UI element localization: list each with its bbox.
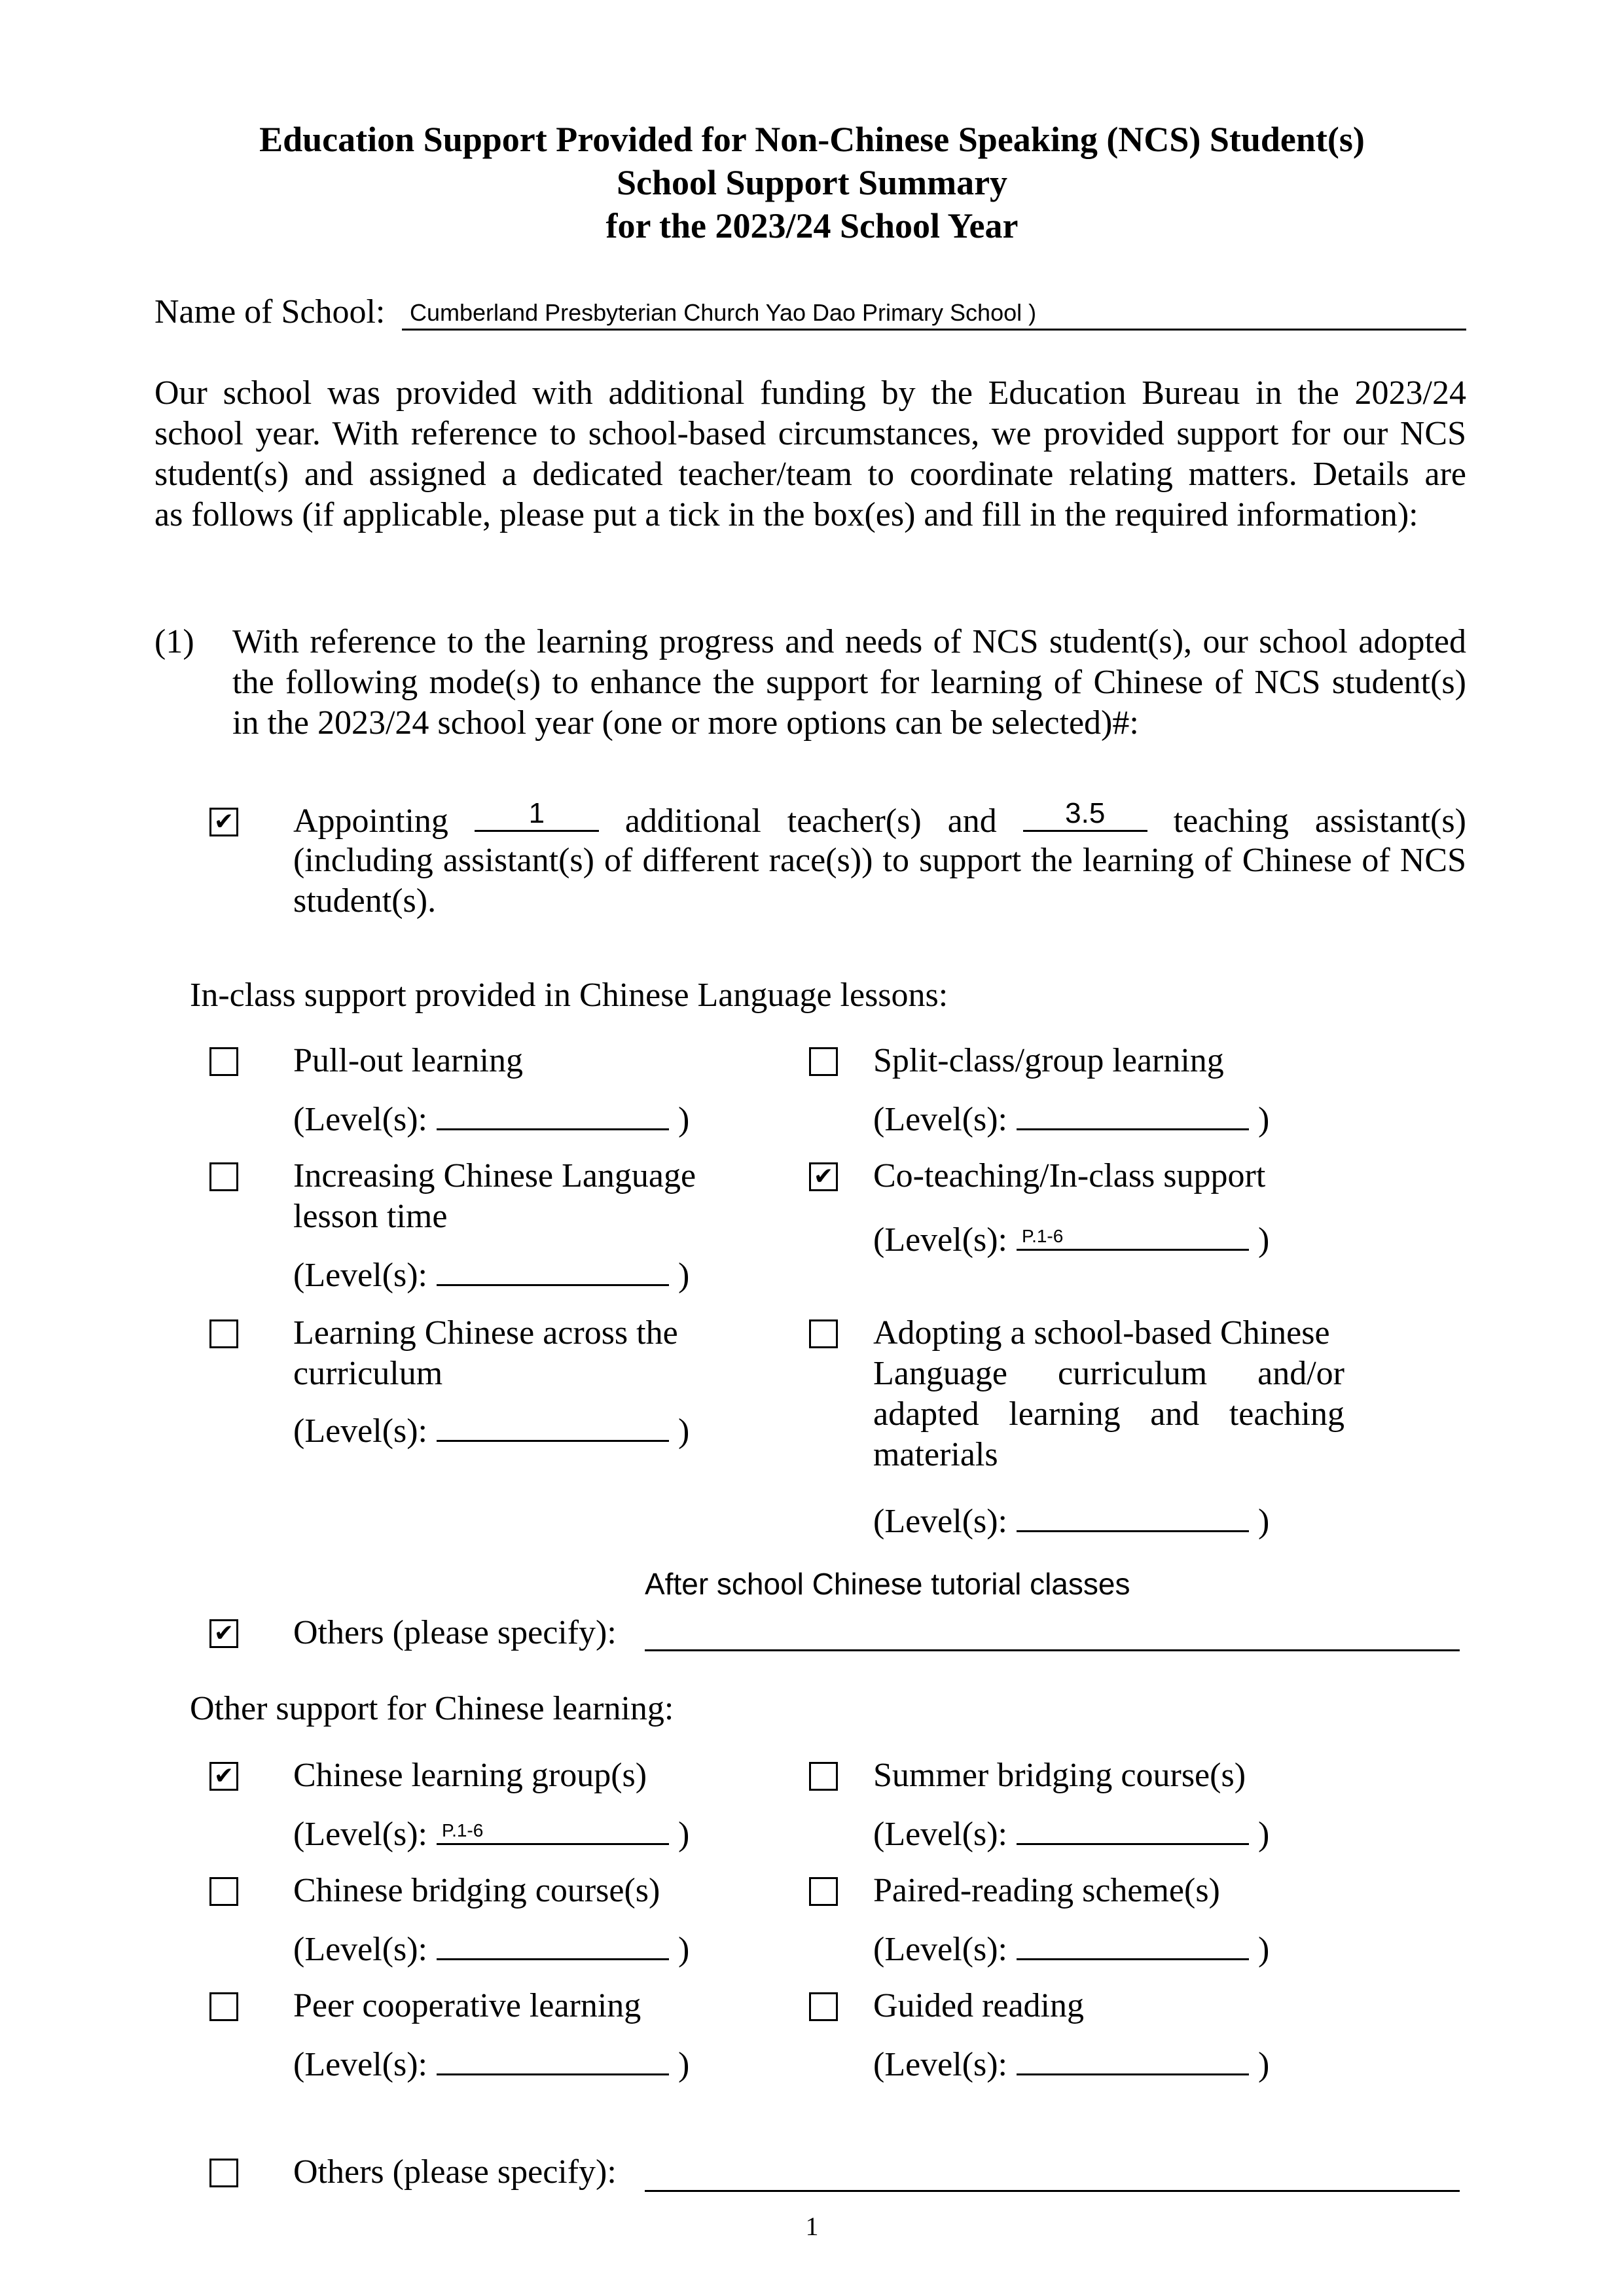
level-close: )	[678, 1412, 690, 1450]
bridging-level	[293, 1928, 689, 1970]
level-close: )	[1258, 1816, 1270, 1853]
paired-label: Paired-reading scheme(s)	[873, 1872, 1220, 1909]
school-name-field[interactable]	[402, 296, 1466, 331]
level-label: (Level(s):	[873, 1816, 1008, 1853]
adopting-checkbox[interactable]	[809, 1319, 838, 1348]
increasing-label-line: lesson time	[293, 1198, 448, 1235]
othersupport-others-field[interactable]	[645, 2159, 1460, 2192]
appointing-word: teaching	[1173, 802, 1289, 840]
pullout-level-field[interactable]	[437, 1098, 669, 1130]
title-line-1: Education Support Provided for Non-Chinese Speaking (NCS) Student(s)	[259, 120, 1365, 159]
page-number: 1	[805, 2212, 819, 2241]
increasing-label-line: Increasing Chinese Language	[293, 1157, 696, 1194]
adopting-label-line	[873, 1394, 1344, 1435]
appointing-word: assistant(s)	[1314, 802, 1466, 840]
adopting-word: Language	[873, 1355, 1008, 1392]
level-label: (Level(s):	[293, 1101, 428, 1138]
split-level-field[interactable]	[1017, 1098, 1249, 1130]
paired-level	[873, 1928, 1269, 1970]
teachers-count-field[interactable]	[475, 797, 599, 832]
group-level-field[interactable]	[437, 1813, 669, 1845]
level-close: )	[1258, 1221, 1270, 1259]
appointing-word: and	[947, 802, 997, 840]
increasing-level	[293, 1254, 689, 1296]
intro-line: student(s) and assigned a dedicated teacher/team to coordinate relating matters. Details are	[154, 456, 1466, 493]
guided-checkbox[interactable]	[809, 1992, 838, 2021]
across-level-field[interactable]	[437, 1410, 669, 1442]
level-close: )	[678, 1101, 690, 1138]
section1-paragraph	[232, 622, 1466, 744]
increasing-label	[293, 1156, 696, 1237]
title-line-3: for the 2023/24 School Year	[605, 206, 1019, 245]
split-label: Split-class/group learning	[873, 1042, 1224, 1079]
adopting-label-line	[873, 1313, 1344, 1354]
across-label	[293, 1313, 678, 1394]
level-label: (Level(s):	[293, 1412, 428, 1450]
adopting-level	[873, 1500, 1269, 1542]
level-label: (Level(s):	[873, 1931, 1008, 1968]
guided-label: Guided reading	[873, 1987, 1085, 2024]
adopting-text: Adopting a school-based Chinese	[873, 1314, 1330, 1352]
coteaching-label: Co-teaching/In-class support	[873, 1157, 1266, 1194]
group-label: Chinese learning group(s)	[293, 1757, 647, 1794]
peer-level	[293, 2043, 689, 2085]
level-label: (Level(s):	[293, 1816, 428, 1853]
level-close: )	[678, 1257, 690, 1294]
across-level	[293, 1410, 689, 1452]
level-close: )	[678, 1816, 690, 1853]
pullout-level	[293, 1098, 689, 1140]
teachers-count: 1	[528, 797, 545, 829]
group-checkbox[interactable]: ✔	[209, 1762, 238, 1791]
coteaching-level-field[interactable]	[1017, 1219, 1249, 1251]
appointing-checkbox[interactable]: ✔	[209, 808, 238, 836]
adopting-label-line	[873, 1354, 1344, 1394]
adopting-word: learning	[1009, 1395, 1121, 1433]
level-close: )	[1258, 2046, 1270, 2083]
intro-paragraph	[154, 373, 1466, 535]
title-line-2: School Support Summary	[616, 163, 1008, 202]
across-label-line: curriculum	[293, 1355, 443, 1392]
adopting-word: and/or	[1257, 1355, 1344, 1392]
level-close: )	[678, 1931, 690, 1968]
pullout-checkbox[interactable]	[209, 1047, 238, 1076]
level-close: )	[1258, 1101, 1270, 1138]
paired-level-field[interactable]	[1017, 1928, 1249, 1960]
across-checkbox[interactable]	[209, 1319, 238, 1348]
level-value: P.1-6	[1022, 1226, 1064, 1246]
othersupport-heading: Other support for Chinese learning:	[190, 1690, 674, 1727]
level-label: (Level(s):	[293, 1931, 428, 1968]
summer-label: Summer bridging course(s)	[873, 1757, 1246, 1794]
across-label-line: Learning Chinese across the	[293, 1314, 678, 1352]
intro-line: as follows (if applicable, please put a tick in the box(es) and fill in the required information):	[154, 496, 1418, 533]
appointing-word: Appointing	[293, 802, 448, 840]
adopting-label	[873, 1313, 1344, 1475]
guided-level	[873, 2043, 1269, 2085]
appointing-word: additional	[624, 802, 761, 840]
school-name-value: Cumberland Presbyterian Church Yao Dao Primary School )	[410, 299, 1037, 326]
adopting-word: adapted	[873, 1395, 979, 1433]
level-close: )	[678, 2046, 690, 2083]
group-level	[293, 1813, 689, 1855]
section1-line: in the 2023/24 school year (one or more options can be selected)#:	[232, 704, 1139, 742]
adopting-word: and	[1150, 1395, 1200, 1433]
othersupport-others-checkbox[interactable]	[209, 2159, 238, 2187]
level-label: (Level(s):	[293, 2046, 428, 2083]
appointing-rest	[293, 840, 1466, 922]
section1-line: the following mode(s) to enhance the support for learning of Chinese of NCS student(s)	[232, 664, 1466, 701]
inclass-others-field[interactable]	[645, 1618, 1460, 1651]
peer-level-field[interactable]	[437, 2043, 669, 2075]
summer-checkbox[interactable]	[809, 1762, 838, 1791]
level-close: )	[1258, 1931, 1270, 1968]
assistants-count-field[interactable]	[1023, 797, 1147, 832]
adopting-word: curriculum	[1058, 1355, 1208, 1392]
level-value: P.1-6	[442, 1820, 484, 1840]
adopting-level-field[interactable]	[1017, 1500, 1249, 1532]
inclass-others-value: After school Chinese tutorial classes	[645, 1567, 1130, 1601]
peer-checkbox[interactable]	[209, 1992, 238, 2021]
inclass-others-checkbox[interactable]: ✔	[209, 1619, 238, 1648]
paired-checkbox[interactable]	[809, 1877, 838, 1906]
adopting-label-line: materials	[873, 1436, 998, 1473]
inclass-heading: In-class support provided in Chinese Language lessons:	[190, 977, 948, 1014]
appointing-line-1	[293, 797, 1466, 842]
summer-level	[873, 1813, 1269, 1855]
appointing-line: student(s).	[293, 882, 437, 920]
guided-level-field[interactable]	[1017, 2043, 1249, 2075]
increasing-checkbox[interactable]	[209, 1162, 238, 1191]
pullout-label: Pull-out learning	[293, 1042, 523, 1079]
bridging-label: Chinese bridging course(s)	[293, 1872, 660, 1909]
othersupport-others-label: Others (please specify):	[293, 2153, 617, 2191]
section1-line: With reference to the learning progress and needs of NCS student(s), our school adopted	[232, 623, 1466, 660]
section-number: (1)	[154, 623, 194, 660]
coteaching-level	[873, 1219, 1269, 1261]
school-name-label: Name of School:	[154, 293, 386, 331]
appointing-word: teacher(s)	[787, 802, 922, 840]
appointing-line: (including assistant(s) of different race(s)) to support the learning of Chinese of NCS	[293, 842, 1466, 879]
level-label: (Level(s):	[293, 1257, 428, 1294]
split-checkbox[interactable]	[809, 1047, 838, 1076]
coteaching-checkbox[interactable]: ✔	[809, 1162, 838, 1191]
inclass-others-label: Others (please specify):	[293, 1614, 617, 1651]
bridging-checkbox[interactable]	[209, 1877, 238, 1906]
level-label: (Level(s):	[873, 2046, 1008, 2083]
summer-level-field[interactable]	[1017, 1813, 1249, 1845]
level-close: )	[1258, 1503, 1270, 1540]
level-label: (Level(s):	[873, 1221, 1008, 1259]
adopting-word: teaching	[1229, 1395, 1344, 1433]
increasing-level-field[interactable]	[437, 1254, 669, 1286]
level-label: (Level(s):	[873, 1503, 1008, 1540]
split-level	[873, 1098, 1269, 1140]
peer-label: Peer cooperative learning	[293, 1987, 641, 2024]
document-title	[0, 118, 1624, 247]
bridging-level-field[interactable]	[437, 1928, 669, 1960]
level-label: (Level(s):	[873, 1101, 1008, 1138]
intro-line: Our school was provided with additional funding by the Education Bureau in the 2023/24	[154, 374, 1466, 412]
intro-line: school year. With reference to school-based circumstances, we provided support for our NCS	[154, 415, 1466, 452]
assistants-count: 3.5	[1065, 797, 1106, 829]
